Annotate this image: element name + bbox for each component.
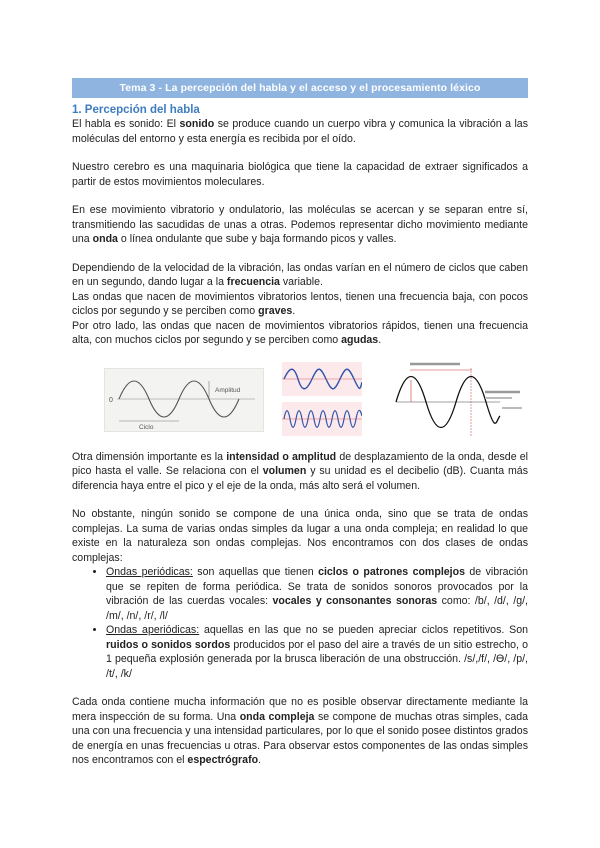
paragraph-8: No obstante, ningún sonido se compone de una única onda, sino que se trata de ondas complejas. La suma de varias ondas simples da lugar a una onda compleja; en realidad lo que existe en la naturaleza son ondas complejas. Nos encontramos con dos clases de ondas complejas: <box>72 508 528 564</box>
paragraph-1: El habla es sonido: El sonido se produce cuando un cuerpo vibra y comunica la vibración a las moléculas del entorno y esta energía es recibida por el oído. <box>72 118 528 145</box>
amplitud-label: Amplitud <box>215 386 241 394</box>
wave-types-list <box>72 565 528 681</box>
chapter-banner: Tema 3 - La percepción del habla y el acceso y el procesamiento léxico <box>72 78 528 98</box>
paragraph-9: Cada onda contiene mucha información que no es posible observar directamente mediante la mera inspección de su forma. Una onda compleja se compone de muchas otras simples, cada una con una frecuencia y una intensidad particulares, por lo que el sonido posee distintos grados de energía en unas frecuencias u otras. Para observar estos componentes de las ondas simples nos encontramos con el espectrógrafo. <box>72 696 529 766</box>
wave-figures <box>72 358 528 446</box>
origin-label: 0 <box>109 396 113 404</box>
paragraph-4: Dependiendo de la velocidad de la vibración, las ondas varían en el número de ciclos que caben en un segundo, dando lugar a la frecuencia variable. <box>72 261 528 288</box>
section-title: 1. Percepción del habla <box>72 104 200 116</box>
labeled-wave-figure <box>390 358 530 440</box>
sine-wave-amplitude-figure <box>104 368 264 432</box>
list-item-aperiodic: • Ondas aperiódicas: aquellas en las que no se pueden apreciar ciclos repetitivos. Son ruidos o sonidos sordos producidos por el paso del aire a través de un sitio estrecho, o 1 pequeña explosión generada por la brusca liberación de una obstrucción. /s/,/f/, /Ɵ/, /p/, /t/, /k/ <box>106 623 528 681</box>
list-item-periodic: • Ondas periódicas: son aquellas que tienen ciclos o patrones complejos de vibración que se repiten de forma periódica. Se trata de sonidos sonoros provocados por la vibración de las cuerdas vocales: vocales y consonantes sonoras como: /b/, /d/, /g/, /m/, /n/, /r/, /l/ <box>106 565 528 623</box>
paragraph-3: En ese movimiento vibratorio y ondulatorio, las moléculas se acercan y se separan entre sí, transmitiendo las sacudidas de unas a otras. Podemos representar dicho movimiento mediante una onda o línea ondulante que sube y baja formando picos y valles. <box>72 204 528 245</box>
paragraph-7: Otra dimensión importante es la intensidad o amplitud de desplazamiento de la onda, desde el pico hasta el valle. Se relaciona con el volumen y su unidad es el decibelio (dB). Cuanta más diferencia haya entre el pico y el eje de la onda, más alto será el volumen. <box>72 450 528 492</box>
paragraph-6: Por otro lado, las ondas que nacen de movimientos vibratorios rápidos, tienen una frecuencia alta, con muchos ciclos por segundo y se perciben como agudas. <box>72 319 528 346</box>
frequency-comparison-figure <box>282 360 362 440</box>
document-page <box>72 78 528 768</box>
paragraph-5: Las ondas que nacen de movimientos vibratorios lentos, tienen una frecuencia baja, con pocos ciclos por segundo y se perciben como graves. <box>72 290 528 317</box>
paragraph-2: Nuestro cerebro es una maquinaria biológica que tiene la capacidad de extraer significados a partir de estos movimientos moleculares. <box>72 161 528 188</box>
ciclo-label: Ciclo <box>139 423 154 431</box>
